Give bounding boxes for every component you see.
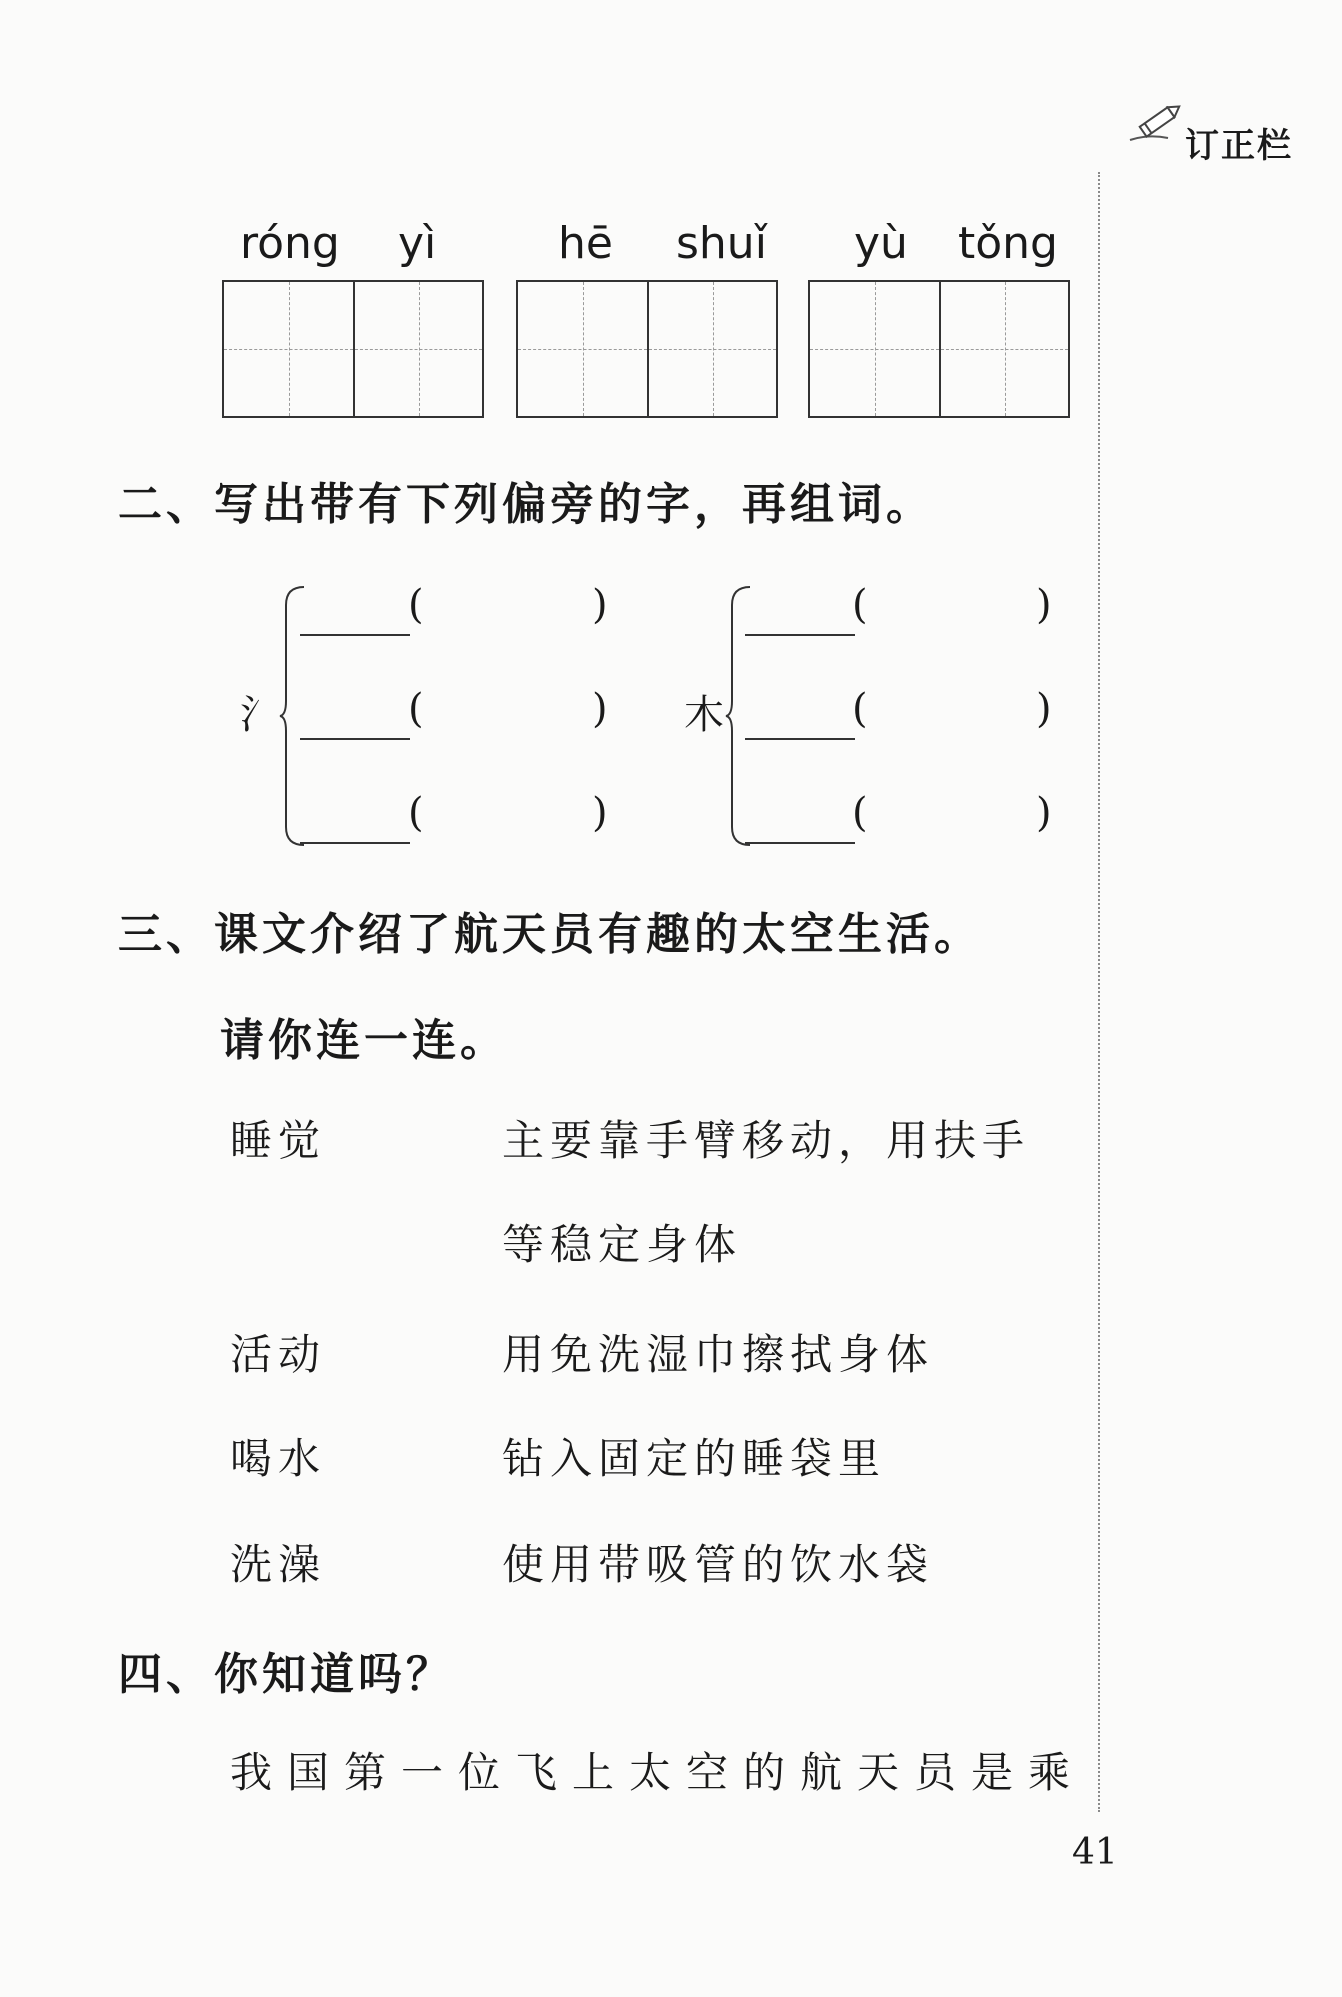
open-paren: ( [408, 686, 424, 732]
match-right-item[interactable]: 用免洗湿巾擦拭身体 [502, 1330, 935, 1379]
open-paren: ( [408, 790, 424, 836]
open-paren: ( [852, 790, 868, 836]
answer-blank[interactable] [300, 738, 410, 740]
writing-grid[interactable] [808, 280, 1070, 418]
close-paren: ) [1036, 686, 1052, 732]
close-paren: ) [1036, 790, 1052, 836]
answer-blank[interactable] [300, 842, 410, 844]
correction-column-title: 订正栏 [1185, 126, 1293, 166]
grid-cell[interactable] [939, 282, 1068, 416]
grid-cell[interactable] [224, 282, 353, 416]
close-paren: ) [592, 582, 608, 628]
pinyin-syllable: shuǐ [676, 218, 767, 269]
section4-heading: 四、你知道吗？ [118, 1649, 454, 1700]
answer-blank[interactable] [745, 634, 855, 636]
match-right-item-continued: 等稳定身体 [502, 1220, 743, 1269]
match-left-item[interactable]: 睡觉 [230, 1116, 327, 1165]
match-left-item[interactable]: 洗澡 [230, 1540, 327, 1589]
grid-cell[interactable] [353, 282, 482, 416]
section4-text: 我国第一位飞上太空的航天员是乘 [230, 1748, 1086, 1797]
writing-grid[interactable] [516, 280, 778, 418]
writing-grid[interactable] [222, 280, 484, 418]
match-right-item[interactable]: 钻入固定的睡袋里 [502, 1434, 887, 1483]
pinyin-syllable: hē [558, 218, 613, 269]
answer-blank[interactable] [745, 842, 855, 844]
answer-blank[interactable] [745, 738, 855, 740]
answer-blank[interactable] [300, 634, 410, 636]
open-paren: ( [408, 582, 424, 628]
brace-icon [724, 585, 754, 847]
match-left-item[interactable]: 喝水 [230, 1434, 327, 1483]
section2-heading: 二、写出带有下列偏旁的字，再组词。 [118, 479, 934, 530]
pinyin-syllable: yù [854, 218, 908, 269]
open-paren: ( [852, 582, 868, 628]
close-paren: ) [1036, 582, 1052, 628]
pencil-icon [1128, 100, 1188, 150]
grid-cell[interactable] [518, 282, 647, 416]
pinyin-syllable: yì [398, 218, 437, 269]
open-paren: ( [852, 686, 868, 732]
page-number: 41 [1072, 1832, 1118, 1873]
section3-heading-line2: 请你连一连。 [220, 1015, 508, 1066]
close-paren: ) [592, 686, 608, 732]
grid-cell[interactable] [810, 282, 939, 416]
correction-column-divider [1098, 172, 1100, 1812]
close-paren: ) [592, 790, 608, 836]
match-right-item[interactable]: 主要靠手臂移动，用扶手 [502, 1116, 1031, 1165]
brace-icon [278, 585, 308, 847]
grid-cell[interactable] [647, 282, 776, 416]
radical: 氵 [240, 692, 280, 738]
pinyin-syllable: tǒng [958, 218, 1058, 269]
match-left-item[interactable]: 活动 [230, 1330, 327, 1379]
match-right-item[interactable]: 使用带吸管的饮水袋 [502, 1540, 935, 1589]
radical: 木 [684, 692, 724, 738]
pinyin-syllable: róng [240, 218, 340, 269]
section3-heading: 三、课文介绍了航天员有趣的太空生活。 [118, 909, 982, 960]
